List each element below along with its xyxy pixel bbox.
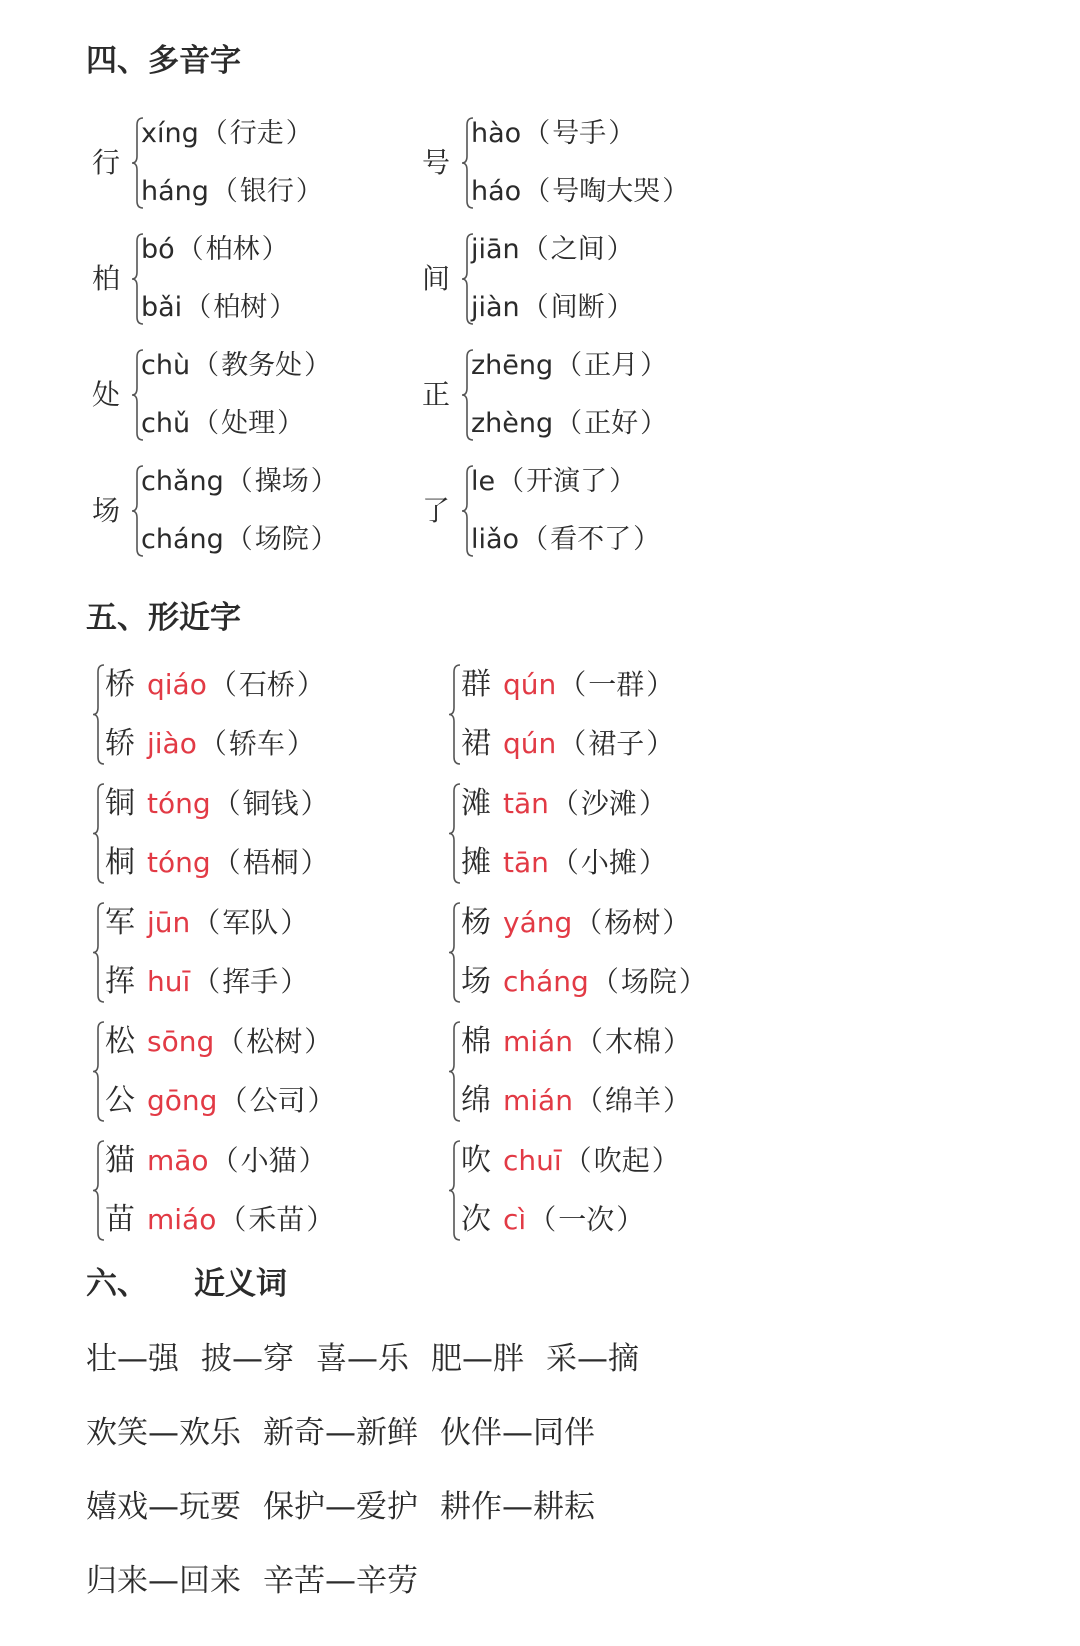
curly-brace-path xyxy=(449,784,460,883)
example-word: 挥手 xyxy=(222,965,279,998)
close-bracket: ） xyxy=(640,350,668,381)
curly-brace xyxy=(448,902,460,1003)
polyphonic-group xyxy=(92,221,412,337)
open-bracket: （ xyxy=(550,846,579,879)
character: 棉 xyxy=(461,1024,491,1059)
open-bracket: （ xyxy=(497,466,525,497)
open-bracket: （ xyxy=(574,906,603,939)
open-bracket: （ xyxy=(212,787,241,820)
synonym-pair: 肥—胖 xyxy=(431,1341,524,1377)
pinyin: tān xyxy=(503,787,549,820)
example-word: 柏树 xyxy=(213,292,268,323)
open-bracket: （ xyxy=(555,408,583,439)
close-bracket: ） xyxy=(286,727,315,760)
polyphonic-char: 了 xyxy=(422,494,451,527)
pinyin: gōng xyxy=(147,1084,218,1117)
open-bracket: （ xyxy=(558,668,587,701)
close-bracket: ） xyxy=(306,1203,335,1236)
close-bracket: ） xyxy=(304,350,332,381)
pinyin: bó xyxy=(141,234,175,265)
polyphonic-column xyxy=(92,105,412,569)
close-bracket: ） xyxy=(663,1025,692,1058)
polyphonic-group xyxy=(422,337,742,453)
example-word: 行走 xyxy=(229,118,284,149)
similar-pair xyxy=(92,1131,422,1250)
curly-brace-path xyxy=(449,1141,460,1240)
polyphonic-group xyxy=(92,337,412,453)
example-word: 吹起 xyxy=(593,1144,650,1177)
close-bracket: ） xyxy=(678,965,707,998)
similar-pair-lines xyxy=(105,1012,337,1130)
readings-list xyxy=(471,453,662,569)
character: 吹 xyxy=(461,1143,491,1178)
open-bracket: （ xyxy=(212,846,241,879)
character: 杨 xyxy=(461,905,491,940)
synonym-line xyxy=(86,1337,661,1381)
open-bracket: （ xyxy=(574,1025,603,1058)
close-bracket: ） xyxy=(307,1084,336,1117)
polyphonic-char: 处 xyxy=(92,378,121,411)
similar-pair xyxy=(448,893,778,1012)
example-word: 沙滩 xyxy=(580,787,637,820)
character: 公 xyxy=(105,1083,135,1118)
polyphonic-char: 正 xyxy=(422,378,451,411)
pinyin: xíng xyxy=(141,118,199,149)
similar-item xyxy=(461,833,669,892)
curly-brace xyxy=(92,902,104,1003)
character: 摊 xyxy=(461,845,491,880)
close-bracket: ） xyxy=(662,906,691,939)
character: 次 xyxy=(461,1202,491,1237)
readings-list xyxy=(141,105,325,221)
example-word: 禾苗 xyxy=(248,1203,305,1236)
polyphonic-char: 号 xyxy=(422,146,451,179)
close-bracket: ） xyxy=(606,292,634,323)
pinyin: yáng xyxy=(503,906,573,939)
curly-brace xyxy=(92,1140,104,1241)
example-word: 场院 xyxy=(620,965,677,998)
example-word: 处理 xyxy=(221,408,276,439)
readings-list xyxy=(471,337,669,453)
similar-item xyxy=(105,1190,336,1249)
similar-item xyxy=(105,952,310,1011)
reading-line xyxy=(141,221,298,279)
curly-brace xyxy=(448,1021,460,1122)
example-word: 场院 xyxy=(254,524,309,555)
similar-item xyxy=(105,714,327,773)
close-bracket: ） xyxy=(280,906,309,939)
open-bracket: （ xyxy=(192,408,220,439)
pinyin: chù xyxy=(141,350,191,381)
example-word: 之间 xyxy=(550,234,605,265)
example-word: 开演了 xyxy=(526,466,608,497)
open-bracket: （ xyxy=(528,1203,557,1236)
pinyin: bǎi xyxy=(141,292,183,323)
polyphonic-group xyxy=(422,221,742,337)
reading-line xyxy=(471,105,691,163)
close-bracket: ） xyxy=(609,466,637,497)
similar-item xyxy=(461,655,676,714)
example-word: 绵羊 xyxy=(604,1084,661,1117)
open-bracket: （ xyxy=(198,727,227,760)
readings-list xyxy=(471,221,636,337)
synonym-pair: 伙伴—同伴 xyxy=(440,1415,595,1451)
section-title-synonyms xyxy=(86,1264,386,1304)
pinyin: le xyxy=(471,466,496,497)
close-bracket: ） xyxy=(606,234,634,265)
character: 桥 xyxy=(105,667,135,702)
polyphonic-group xyxy=(92,105,412,221)
pinyin: háng xyxy=(141,176,209,207)
example-word: 小摊 xyxy=(580,846,637,879)
similar-item xyxy=(105,774,331,833)
similar-pair-lines xyxy=(461,774,669,892)
character: 猫 xyxy=(105,1143,135,1178)
open-bracket: （ xyxy=(555,350,583,381)
reading-line xyxy=(471,221,636,279)
reading-line xyxy=(141,511,340,569)
curly-brace-path xyxy=(449,903,460,1002)
close-bracket: ） xyxy=(300,846,329,879)
synonym-line xyxy=(86,1559,440,1603)
similar-item xyxy=(461,893,709,952)
pinyin: qún xyxy=(503,668,557,701)
example-word: 公司 xyxy=(249,1084,306,1117)
example-word: 看不了 xyxy=(550,524,632,555)
example-word: 柏林 xyxy=(205,234,260,265)
reading-line xyxy=(141,163,325,221)
open-bracket: （ xyxy=(216,1025,245,1058)
curly-brace xyxy=(448,1140,460,1241)
close-bracket: ） xyxy=(638,787,667,820)
synonym-pair: 归来—回来 xyxy=(86,1563,241,1599)
example-word: 操场 xyxy=(254,466,309,497)
polyphonic-group xyxy=(422,453,742,569)
pinyin: háo xyxy=(471,176,522,207)
pinyin: hào xyxy=(471,118,522,149)
curly-brace-path xyxy=(93,1022,104,1121)
open-bracket: （ xyxy=(184,292,212,323)
close-bracket: ） xyxy=(638,846,667,879)
open-bracket: （ xyxy=(210,176,238,207)
close-bracket: ） xyxy=(608,118,636,149)
open-bracket: （ xyxy=(200,118,228,149)
similar-pair xyxy=(448,1131,778,1250)
section-number: 六、 xyxy=(86,1266,148,1302)
synonym-pair: 欢笑—欢乐 xyxy=(86,1415,241,1451)
open-bracket: （ xyxy=(563,1144,592,1177)
example-word: 木棉 xyxy=(604,1025,661,1058)
similar-item xyxy=(461,1071,693,1130)
example-word: 轿车 xyxy=(228,727,285,760)
character: 滩 xyxy=(461,786,491,821)
example-word: 杨树 xyxy=(604,906,661,939)
example-word: 间断 xyxy=(550,292,605,323)
similar-pair-lines xyxy=(461,655,676,773)
example-word: 军队 xyxy=(222,906,279,939)
synonym-pair: 采—摘 xyxy=(546,1341,639,1377)
close-bracket: ） xyxy=(646,668,675,701)
open-bracket: （ xyxy=(523,176,551,207)
open-bracket: （ xyxy=(590,965,619,998)
pinyin: tóng xyxy=(147,846,211,879)
open-bracket: （ xyxy=(225,524,253,555)
polyphonic-group xyxy=(422,105,742,221)
curly-brace xyxy=(448,783,460,884)
reading-line xyxy=(141,337,333,395)
close-bracket: ） xyxy=(304,1025,333,1058)
open-bracket: （ xyxy=(219,1084,248,1117)
example-word: 正好 xyxy=(584,408,639,439)
close-bracket: ） xyxy=(285,118,313,149)
readings-list xyxy=(471,105,691,221)
pinyin: mián xyxy=(503,1025,573,1058)
similar-item xyxy=(461,1131,682,1190)
example-word: 正月 xyxy=(584,350,639,381)
open-bracket: （ xyxy=(210,1144,239,1177)
similar-item xyxy=(461,952,709,1011)
pinyin: māo xyxy=(147,1144,209,1177)
example-word: 小猫 xyxy=(240,1144,297,1177)
close-bracket: ） xyxy=(662,176,690,207)
example-word: 一次 xyxy=(558,1203,615,1236)
curly-brace xyxy=(448,664,460,765)
reading-line xyxy=(471,279,636,337)
example-word: 一群 xyxy=(588,668,645,701)
readings-list xyxy=(141,337,333,453)
similar-pair xyxy=(448,1012,778,1131)
similar-item xyxy=(105,655,327,714)
open-bracket: （ xyxy=(208,668,237,701)
pinyin: miáo xyxy=(147,1203,217,1236)
pinyin: huī xyxy=(147,965,191,998)
pinyin: qiáo xyxy=(147,668,207,701)
example-word: 银行 xyxy=(239,176,294,207)
curly-brace-path xyxy=(93,903,104,1002)
reading-line xyxy=(471,395,669,453)
character: 轿 xyxy=(105,726,135,761)
character: 场 xyxy=(461,964,491,999)
pinyin: cì xyxy=(503,1203,527,1236)
curly-brace-path xyxy=(93,665,104,764)
open-bracket: （ xyxy=(218,1203,247,1236)
reading-line xyxy=(141,105,325,163)
pinyin: jiàn xyxy=(471,292,520,323)
reading-line xyxy=(141,395,333,453)
pinyin: tóng xyxy=(147,787,211,820)
section-title-similar-characters: 五、形近字 xyxy=(86,600,241,636)
character: 群 xyxy=(461,667,491,702)
pinyin: chǎng xyxy=(141,466,224,497)
character: 军 xyxy=(105,905,135,940)
similar-item xyxy=(461,1012,693,1071)
open-bracket: （ xyxy=(192,350,220,381)
polyphonic-column xyxy=(422,105,742,569)
close-bracket: ） xyxy=(651,1144,680,1177)
character: 挥 xyxy=(105,964,135,999)
reading-line xyxy=(471,337,669,395)
pinyin: chuī xyxy=(503,1144,562,1177)
similar-pair-lines xyxy=(461,1012,693,1130)
curly-brace xyxy=(92,664,104,765)
open-bracket: （ xyxy=(225,466,253,497)
close-bracket: ） xyxy=(640,408,668,439)
section-label: 近义词 xyxy=(194,1266,287,1302)
open-bracket: （ xyxy=(192,965,221,998)
reading-line xyxy=(141,453,340,511)
similar-pair xyxy=(92,893,422,1012)
open-bracket: （ xyxy=(521,524,549,555)
pinyin: mián xyxy=(503,1084,573,1117)
synonym-pair: 辛苦—辛劳 xyxy=(263,1563,418,1599)
close-bracket: ） xyxy=(633,524,661,555)
example-word: 石桥 xyxy=(238,668,295,701)
open-bracket: （ xyxy=(521,234,549,265)
close-bracket: ） xyxy=(277,408,305,439)
synonym-pair: 耕作—耕耘 xyxy=(440,1489,595,1525)
similar-item xyxy=(105,833,331,892)
similar-pair-lines xyxy=(461,1131,682,1249)
similar-item xyxy=(105,893,310,952)
polyphonic-char: 场 xyxy=(92,494,121,527)
open-bracket: （ xyxy=(521,292,549,323)
similar-pair-lines xyxy=(105,1131,336,1249)
open-bracket: （ xyxy=(192,906,221,939)
synonym-pair: 保护—爱护 xyxy=(263,1489,418,1525)
reading-line xyxy=(471,163,691,221)
synonym-pair: 壮—强 xyxy=(86,1341,179,1377)
similar-pair-lines xyxy=(105,893,310,1011)
example-word: 梧桐 xyxy=(242,846,299,879)
pinyin: cháng xyxy=(141,524,224,555)
curly-brace xyxy=(92,783,104,884)
similar-pair xyxy=(448,655,778,774)
example-word: 裙子 xyxy=(588,727,645,760)
pinyin: sōng xyxy=(147,1025,215,1058)
similar-item xyxy=(461,774,669,833)
pinyin: zhēng xyxy=(471,350,554,381)
reading-line xyxy=(141,279,298,337)
close-bracket: ） xyxy=(616,1203,645,1236)
pinyin: jiān xyxy=(471,234,520,265)
similar-item xyxy=(461,1190,682,1249)
pinyin: zhèng xyxy=(471,408,554,439)
example-word: 铜钱 xyxy=(242,787,299,820)
character: 裙 xyxy=(461,726,491,761)
close-bracket: ） xyxy=(261,234,289,265)
similar-pair xyxy=(448,774,778,893)
close-bracket: ） xyxy=(296,668,325,701)
close-bracket: ） xyxy=(295,176,323,207)
curly-brace xyxy=(92,1021,104,1122)
open-bracket: （ xyxy=(523,118,551,149)
character: 绵 xyxy=(461,1083,491,1118)
open-bracket: （ xyxy=(574,1084,603,1117)
synonym-pair: 披—穿 xyxy=(201,1341,294,1377)
pinyin: tān xyxy=(503,846,549,879)
synonym-pair: 嬉戏—玩要 xyxy=(86,1489,241,1525)
similar-pair xyxy=(92,655,422,774)
character: 桐 xyxy=(105,845,135,880)
example-word: 教务处 xyxy=(221,350,303,381)
section-title-polyphonic: 四、多音字 xyxy=(86,43,241,79)
polyphonic-char: 柏 xyxy=(92,262,121,295)
character: 苗 xyxy=(105,1202,135,1237)
similar-item xyxy=(105,1131,336,1190)
pinyin: chǔ xyxy=(141,408,191,439)
close-bracket: ） xyxy=(646,727,675,760)
open-bracket: （ xyxy=(558,727,587,760)
similar-pair-lines xyxy=(105,774,331,892)
readings-list xyxy=(141,221,298,337)
pinyin: liǎo xyxy=(471,524,520,555)
curly-brace-path xyxy=(449,665,460,764)
example-word: 号啕大哭 xyxy=(552,176,661,207)
synonym-line xyxy=(86,1485,617,1529)
curly-brace-path xyxy=(93,784,104,883)
synonym-line xyxy=(86,1411,617,1455)
similar-item xyxy=(105,1012,337,1071)
pinyin: jiào xyxy=(147,727,197,760)
example-word: 松树 xyxy=(246,1025,303,1058)
close-bracket: ） xyxy=(280,965,309,998)
similar-characters-column xyxy=(92,655,422,1250)
open-bracket: （ xyxy=(550,787,579,820)
open-bracket: （ xyxy=(176,234,204,265)
reading-line xyxy=(471,453,662,511)
curly-brace-path xyxy=(449,1022,460,1121)
close-bracket: ） xyxy=(300,787,329,820)
similar-item xyxy=(105,1071,337,1130)
synonym-pair: 新奇—新鲜 xyxy=(263,1415,418,1451)
polyphonic-char: 间 xyxy=(422,262,451,295)
similar-characters-column xyxy=(448,655,778,1250)
reading-line xyxy=(471,511,662,569)
close-bracket: ） xyxy=(663,1084,692,1117)
character: 松 xyxy=(105,1024,135,1059)
character: 铜 xyxy=(105,786,135,821)
pinyin: jūn xyxy=(147,906,191,939)
similar-pair xyxy=(92,1012,422,1131)
close-bracket: ） xyxy=(298,1144,327,1177)
pinyin: cháng xyxy=(503,965,589,998)
close-bracket: ） xyxy=(269,292,297,323)
similar-pair-lines xyxy=(105,655,327,773)
polyphonic-group xyxy=(92,453,412,569)
readings-list xyxy=(141,453,340,569)
synonym-pair: 喜—乐 xyxy=(316,1341,409,1377)
example-word: 号手 xyxy=(552,118,607,149)
close-bracket: ） xyxy=(310,466,338,497)
polyphonic-char: 行 xyxy=(92,146,121,179)
similar-pair xyxy=(92,774,422,893)
similar-pair-lines xyxy=(461,893,709,1011)
pinyin: qún xyxy=(503,727,557,760)
curly-brace-path xyxy=(93,1141,104,1240)
close-bracket: ） xyxy=(310,524,338,555)
similar-item xyxy=(461,714,676,773)
